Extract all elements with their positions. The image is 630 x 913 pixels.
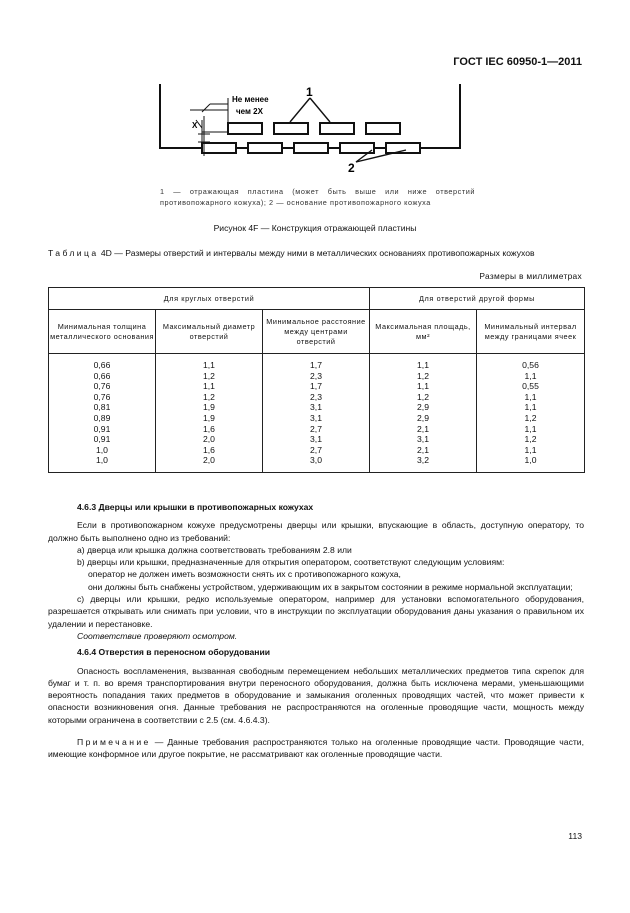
table-cell: 1,2 <box>417 391 429 402</box>
table-cell: 0,55 <box>522 381 539 392</box>
section-4-6-3-heading: 4.6.3 Дверцы или крышки в противопожарных кожухах <box>77 502 314 512</box>
dimensions-table <box>48 287 585 473</box>
table-cell: 0,81 <box>93 402 111 413</box>
section-4-6-4-heading: 4.6.4 Отверстия в переносном оборудовании <box>77 647 271 658</box>
table-cell: 2,3 <box>310 370 322 381</box>
table-units: Размеры в миллиметрах <box>479 271 582 281</box>
compliance-check: Соответствие проверяют осмотром. <box>77 630 238 641</box>
table-cell: 1,0 <box>524 455 537 466</box>
reflector-plate-figure <box>150 76 480 182</box>
dimension-label-line1: Не менее <box>232 95 269 104</box>
table-cell: 0,76 <box>93 391 111 402</box>
table-cell: 2,1 <box>417 444 429 455</box>
table-cell: 0,89 <box>93 412 111 423</box>
table-cell: 1,2 <box>417 370 429 381</box>
table-cell: 1,1 <box>417 360 429 370</box>
table-cell: 1,1 <box>524 391 537 402</box>
table-cell: 2,1 <box>417 423 429 434</box>
figure-legend: 1 — отражающая пластина (может быть выше или ниже отверстий противопожарного кожуха); 2 — основание противопожарного кожуха <box>160 187 475 207</box>
figure-caption: Рисунок 4F — Конструкция отражающей пластины <box>213 223 417 233</box>
section-4-6-3-intro: Если в противопожарном кожухе предусмотрены дверцы или крышки, впускающие в область, доступную оператору, то должно быть выполнено одно из требований: <box>48 520 584 543</box>
column-header-diameter: Максимальный диаметр отверстий <box>156 310 263 354</box>
table-cell: 1,2 <box>203 370 215 381</box>
callout-2-label: 2 <box>348 161 355 175</box>
table-cell: 1,0 <box>96 455 108 466</box>
document-header: ГОСТ IEC 60950-1—2011 <box>453 56 582 68</box>
table-body-row <box>49 354 585 473</box>
table-cell: 1,9 <box>203 402 215 413</box>
column-values-spacing <box>263 354 370 473</box>
table-cell: 1,6 <box>203 444 215 455</box>
column-values-area <box>370 354 477 473</box>
column-header-thickness: Минимальная толщина металлического основания <box>49 310 156 354</box>
group-header-other: Для отверстий другой формы <box>370 288 585 310</box>
table-caption-text: 4D — Размеры отверстий и интервалы между ними в металлических основаниях противопожарных кожухов <box>98 248 535 258</box>
reflector-plate-slots <box>228 123 400 134</box>
dimension-label-line2: чем 2X <box>236 107 263 116</box>
table-caption-label: Таблица <box>48 248 99 258</box>
column-values-interval <box>477 354 585 473</box>
table-cell: 1,7 <box>310 381 322 392</box>
table-cell: 1,9 <box>203 412 215 423</box>
base-slots <box>202 143 420 153</box>
column-values-thickness <box>49 354 156 473</box>
table-cell: 1,1 <box>524 444 537 455</box>
table-cell: 0,56 <box>522 360 539 370</box>
table-cell: 2,7 <box>310 423 322 434</box>
note-label: Примечание <box>77 737 151 748</box>
column-header-interval: Минимальный интервал между границами ячеек <box>477 310 585 354</box>
table-cell: 1,1 <box>203 360 215 370</box>
table-cell: 0,91 <box>93 423 111 434</box>
table-cell: 1,1 <box>417 381 429 392</box>
dimension-x-label: X <box>192 121 198 130</box>
table-cell: 1,7 <box>310 360 322 370</box>
table-cell: 1,1 <box>524 370 537 381</box>
table-cell: 2,9 <box>417 412 429 423</box>
note-text: — Данные требования распространяются только на оголенные проводящие части. Проводящие части, имеющие конформное или другое покрытие, не рассматривают как оголенные проводящие части. <box>48 737 584 760</box>
table-cell: 3,1 <box>310 412 322 423</box>
table-cell: 2,0 <box>203 455 215 466</box>
section-4-6-4-text: Опасность воспламенения, вызванная свободным перемещением небольших металлических предметов типа скрепок для бумаг и т. п. во время транспортирования внутри переносного оборудования, должна быть исключена мерами, уменьшающими вероятность попадания таких предметов в оборудование и замыкания оголенных проводящих частей, что может привести к опасности возникновения огня. Данные требования не распространяются на оголенные проводящие части, мощность между которыми ограничена в соответствии с 2.5 (см. 4.6.4.3). <box>48 665 584 725</box>
table-cell: 1,2 <box>524 412 537 423</box>
table-cell: 2,7 <box>310 444 322 455</box>
table-cell: 0,76 <box>93 381 111 392</box>
table-cell: 0,66 <box>93 360 111 370</box>
table-cell: 1,0 <box>96 444 108 455</box>
column-header-area: Максимальная площадь, мм² <box>370 310 477 354</box>
table-cell: 1,1 <box>524 423 537 434</box>
table-cell: 0,66 <box>93 370 111 381</box>
item-b-condition-1: оператор не должен иметь возможности снять их с противопожарного кожуха, <box>88 569 401 580</box>
table-cell: 1,1 <box>203 381 215 392</box>
table-cell: 1,2 <box>524 434 537 445</box>
table-cell: 3,2 <box>417 455 429 466</box>
section-4-6-4-note <box>48 736 584 761</box>
page-number: 113 <box>568 831 582 841</box>
table-cell: 2,3 <box>310 391 322 402</box>
table-cell: 3,0 <box>310 455 322 466</box>
table-cell: 1,1 <box>524 402 537 413</box>
column-values-diameter <box>156 354 263 473</box>
table-cell: 2,0 <box>203 434 215 445</box>
table-cell: 3,1 <box>417 434 429 445</box>
column-header-spacing: Минимальное расстояние между центрами отверстий <box>263 310 370 354</box>
item-c: c) дверцы или крышки, редко используемые оператором, например для установки вспомогательного оборудования, разрешается открывать или снимать при условии, что в инструкции по эксплуатации оборудования даны указания о правильном их удалении и перестановке. <box>48 594 584 629</box>
table-cell: 1,2 <box>203 391 215 402</box>
table-caption <box>48 248 584 259</box>
table-cell: 2,9 <box>417 402 429 413</box>
table-cell: 0,91 <box>93 434 111 445</box>
item-b-condition-2: они должны быть снабжены устройством, удерживающим их в закрытом состоянии в режиме нормальной эксплуатации; <box>88 581 573 592</box>
table-cell: 3,1 <box>310 434 322 445</box>
item-a: а) дверца или крышка должна соответствовать требованиям 2.8 или <box>77 544 352 555</box>
table-cell: 1,6 <box>203 423 215 434</box>
item-b: b) дверцы или крышки, предназначенные для открытия оператором, соответствуют следующим условиям: <box>77 557 505 568</box>
body-text <box>48 501 584 761</box>
table-cell: 3,1 <box>310 402 322 413</box>
group-header-round: Для круглых отверстий <box>49 288 370 310</box>
callout-1-label: 1 <box>306 85 313 99</box>
